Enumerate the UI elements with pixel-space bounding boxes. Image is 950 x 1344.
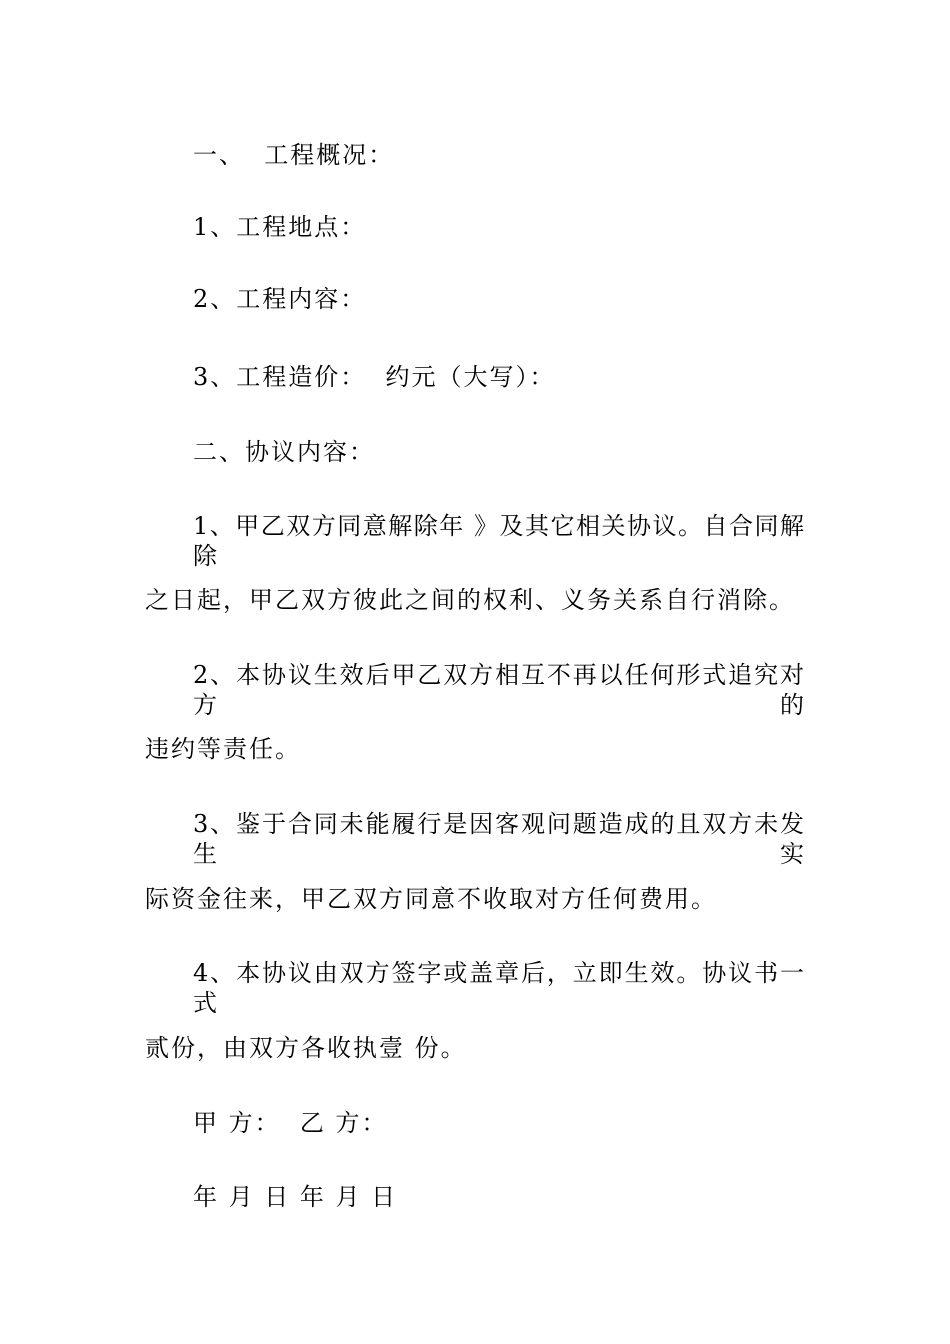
clause4-line1: 4、本协议由双方签字或盖章后，立即生效。协议书一式 bbox=[193, 959, 805, 1017]
clause1-line2: 之日起，甲乙双方彼此之间的权利、义务关系自行消除。 bbox=[145, 586, 795, 614]
clause3-line1: 3、鉴于合同未能履行是因客观问题造成的且双方未发生实 bbox=[193, 810, 805, 868]
clause3-line2: 际资金往来，甲乙双方同意不收取对方任何费用。 bbox=[145, 885, 717, 913]
clause1-line1: 1、甲乙双方同意解除年 》及其它相关协议。自合同解除 bbox=[193, 512, 805, 570]
item1-location: 1、工程地点： bbox=[193, 213, 367, 241]
clause2-line1: 2、本协议生效后甲乙双方相互不再以任何形式追究对方的 bbox=[193, 661, 805, 719]
item2-content: 2、工程内容： bbox=[193, 285, 367, 313]
clause4-line2: 贰份，由双方各收执壹 份。 bbox=[145, 1034, 467, 1062]
section2-heading: 二、协议内容： bbox=[193, 438, 375, 466]
date-line: 年 月 日 年 月 日 bbox=[193, 1183, 398, 1211]
clause2-line2: 违约等责任。 bbox=[145, 735, 301, 763]
section1-heading: 一、 工程概况： bbox=[193, 141, 395, 169]
parties-line: 甲 方： 乙 方： bbox=[193, 1109, 388, 1137]
item3-cost: 3、工程造价： 约元（大写）： bbox=[193, 363, 556, 391]
